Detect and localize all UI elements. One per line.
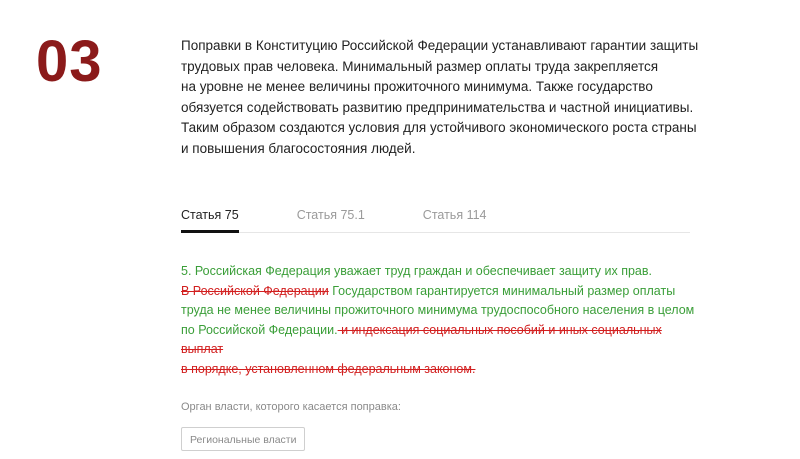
intro-line: и повышения благосостояния людей.	[181, 140, 416, 156]
added-text: по Российской Федерации.	[181, 322, 338, 337]
added-text: 5. Российская Федерация уважает труд граждан и обеспечивает защиту их прав.	[181, 264, 652, 278]
tab-article-75-1[interactable]: Статья 75.1	[296, 208, 365, 222]
removed-text: и индексация социальных пособий и иных социальных выплат	[181, 322, 662, 356]
added-text: труда не менее величины прожиточного минимума трудоспособного населения в целом	[181, 303, 695, 317]
intro-line: Таким образом создаются условия для устойчивого экономического роста страны	[181, 120, 697, 135]
tab-article-75[interactable]: Статья 75	[181, 198, 239, 232]
intro-line: Поправки в Конституцию Российской Федерации устанавливают гарантии защиты	[181, 38, 699, 53]
removed-text: в порядке, установленном федеральным законом.	[181, 361, 476, 376]
article-line	[181, 301, 701, 321]
tab-article-114[interactable]: Статья 114	[422, 208, 487, 222]
article-line	[181, 360, 701, 380]
intro-line: обязуется содействовать развитию предпринимательства и частной инициативы.	[181, 99, 694, 115]
removed-text: В Российской Федерации	[181, 283, 329, 298]
authority-label: Орган власти, которого касается поправка:	[181, 401, 401, 413]
section-number: 03	[36, 29, 103, 94]
intro-text	[181, 36, 701, 159]
article-line	[181, 282, 701, 302]
authority-badge[interactable]: Региональные власти	[181, 427, 305, 451]
article-text	[181, 262, 701, 379]
article-tabs	[181, 198, 690, 233]
article-line	[181, 262, 701, 282]
article-line	[181, 321, 701, 360]
intro-line: на уровне не менее величины прожиточного минимума. Также государство	[181, 79, 653, 94]
added-text: Государством гарантируется минимальный размер оплаты	[328, 283, 676, 298]
intro-line: трудовых прав человека. Минимальный размер оплаты труда закрепляется	[181, 58, 659, 74]
